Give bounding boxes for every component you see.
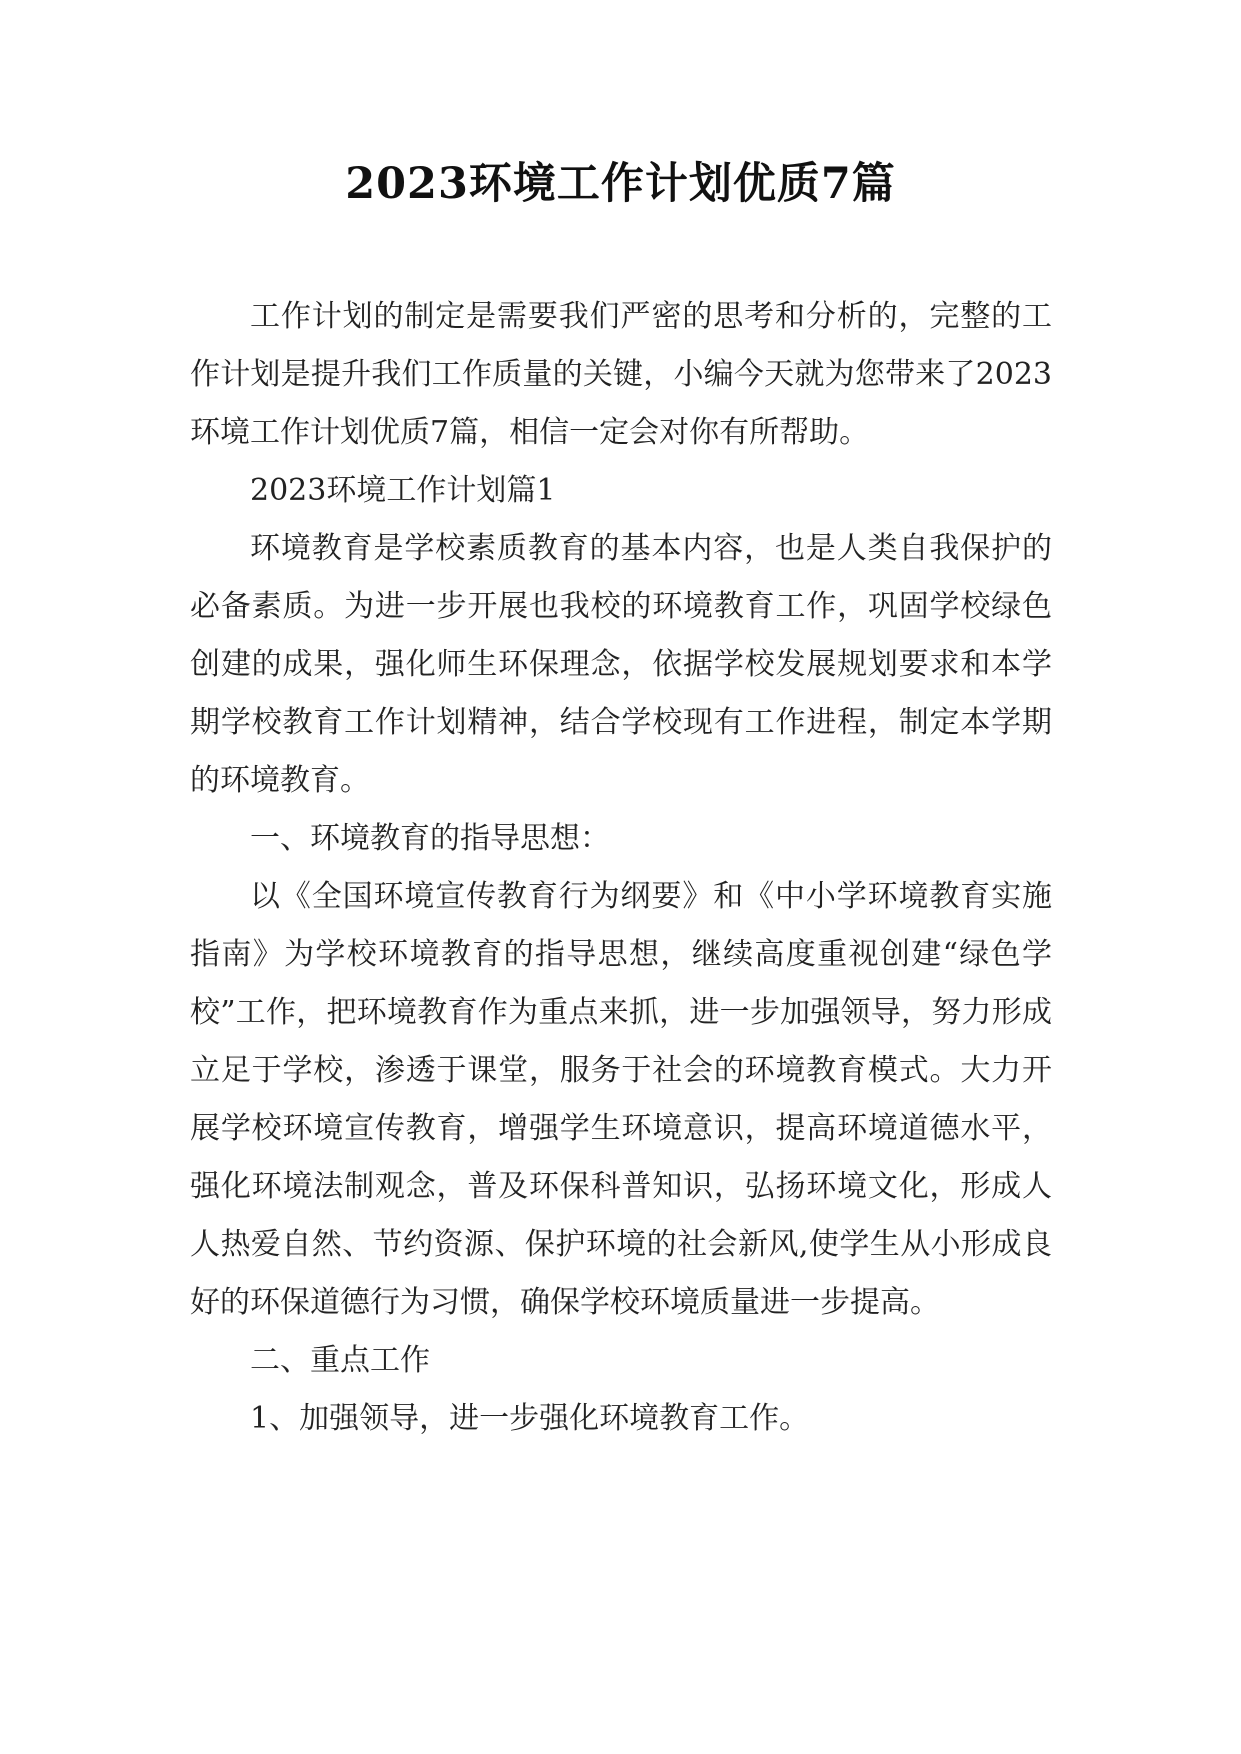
body-paragraph: 环境教育是学校素质教育的基本内容，也是人类自我保护的必备素质。为进一步开展也我校的环境教育工作，巩固学校绿色创建的成果，强化师生环保理念，依据学校发展规划要求和本学期学校教育工作计划精神，结合学校现有工作进程，制定本学期的环境教育。 bbox=[190, 531, 1052, 798]
section-heading-guiding-ideology: 一、环境教育的指导思想： bbox=[250, 821, 610, 856]
list-item: 1、加强领导，进一步强化环境教育工作。 bbox=[250, 1401, 810, 1436]
document-title: 2023环境工作计划优质7篇 bbox=[345, 159, 896, 209]
section-heading-key-work: 二、重点工作 bbox=[250, 1343, 430, 1378]
document-body bbox=[190, 288, 1052, 1448]
body-paragraph: 以《全国环境宣传教育行为纲要》和《中小学环境教育实施指南》为学校环境教育的指导思想，继续高度重视创建“绿色学校”工作，把环境教育作为重点来抓，进一步加强领导，努力形成立足于学校，渗透于课堂，服务于社会的环境教育模式。大力开展学校环境宣传教育，增强学生环境意识，提高环境道德水平，强化环境法制观念，普及环保科普知识，弘扬环境文化，形成人人热爱自然、节约资源、保护环境的社会新风,使学生从小形成良好的环保道德行为习惯，确保学校环境质量进一步提高。 bbox=[190, 879, 1052, 1320]
section-heading-part-1: 2023环境工作计划篇1 bbox=[250, 473, 556, 508]
intro-paragraph: 工作计划的制定是需要我们严密的思考和分析的，完整的工作计划是提升我们工作质量的关键，小编今天就为您带来了2023环境工作计划优质7篇，相信一定会对你有所帮助。 bbox=[190, 299, 1052, 450]
